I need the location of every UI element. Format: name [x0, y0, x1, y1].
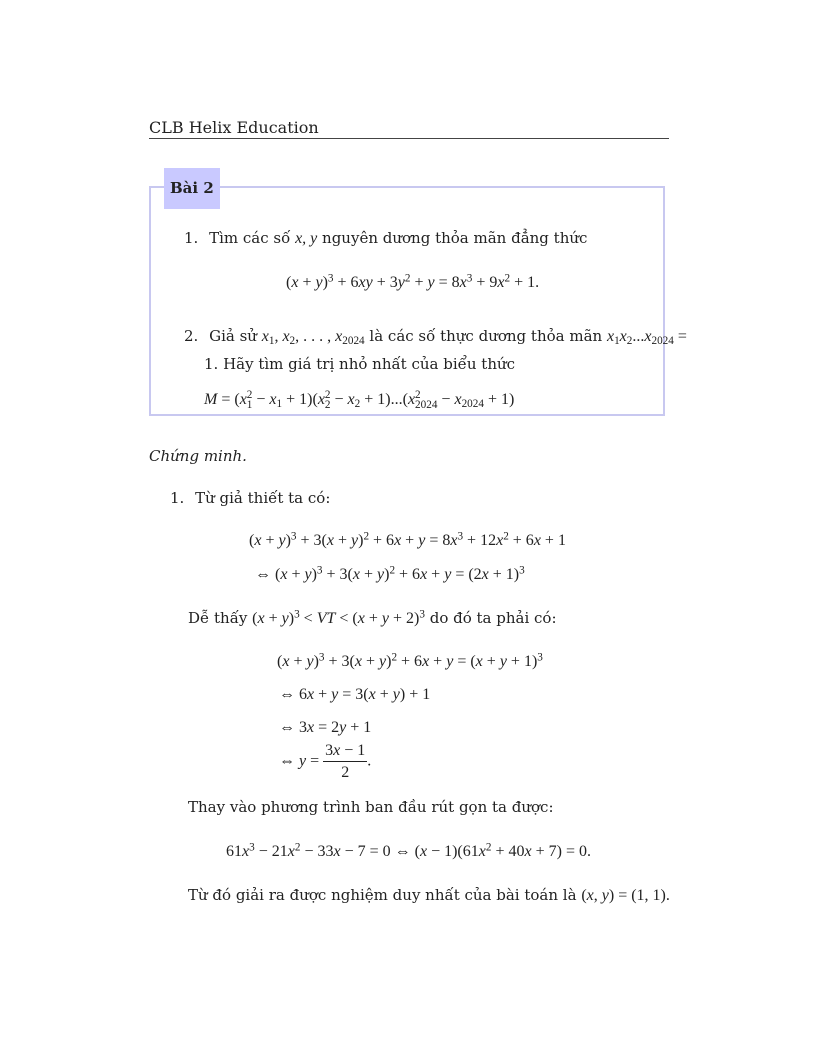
item-text-a: Giả sử — [209, 327, 257, 345]
item-number: 1. — [184, 229, 199, 247]
proof-item-1 — [170, 489, 330, 507]
problem-expression: M = (x 2 1 − $x_1 + 1)(x$ 2 2 − $x_2 + 1)...(x$ 2 2024 − $x_{2024} + 1$) — [204, 389, 515, 412]
problem-item-2-line2: 1. Hãy tìm giá trị nhỏ nhất của biểu thức — [204, 355, 516, 373]
proof-equation-1: $(x + y)^3 + 3(x + y)^2 + 6x + y = 8x^3 + 12x^2 + 6x + 1$ — [249, 530, 566, 549]
item-text-b: là các số thực dương thỏa mãn — [369, 327, 603, 345]
conclusion-text: Từ đó giải ra được nghiệm duy nhất của bài toán là — [188, 886, 577, 904]
proof-observation: Dễ thấy $(x + y)^3$ < VT < $(x + y + 2)^3$ do đó ta phải có: — [188, 608, 557, 627]
item-number: 2. — [184, 327, 199, 345]
problem-item-2: 2. Giả sử $x_1$, $x_2$, . . . , $x_{2024}$ là các số thực dương thỏa mãn $x_1x_2...x_{2024}$ = — [184, 327, 687, 347]
item-text-after: nguyên dương thỏa mãn đẳng thức — [322, 229, 588, 247]
proof-equation-6: ⇔ y = $\frac{3x - 1}{2}$ . — [279, 742, 372, 781]
problem-tag: Bài 2 — [164, 168, 220, 209]
proof-equation-2: ⇔ $(x + y)^3 + 3(x + y)^2 + 6x + y = (2x + 1)^3$ — [255, 564, 525, 583]
proof-equation-7: $61x^3 - 21x^2 - 33x - 7 = 0$ ⇔ $(x - 1)(61x^2 + 40x + 7) = 0$. — [226, 841, 591, 860]
proof-equation-5: ⇔ 3x = 2y + 1 — [279, 719, 372, 736]
observation-text-a: Dễ thấy — [188, 609, 248, 627]
proof-label: Chứng minh. — [149, 447, 247, 465]
problem-box — [149, 186, 665, 416]
observation-text-b: do đó ta phải có: — [429, 609, 557, 627]
item-number: 1. — [170, 489, 185, 507]
header-rule — [149, 138, 669, 139]
item-vars: x, y — [295, 230, 318, 247]
proof-intro: Từ giả thiết ta có: — [195, 489, 331, 507]
problem-equation-1: $(x + y)^3 + 6xy + 3y^2 + y = 8x^3 + 9x^2 + 1$. — [286, 272, 540, 291]
proof-equation-3: $(x + y)^3 + 3(x + y)^2 + 6x + y = (x + y + 1)^3$ — [277, 651, 543, 670]
fraction: $\frac{3x - 1}{2}$ — [325, 742, 366, 781]
item-text: Tìm các số — [209, 229, 291, 247]
proof-substitute: Thay vào phương trình ban đầu rút gọn ta được: — [188, 798, 554, 816]
problem-item-1 — [184, 229, 587, 248]
proof-conclusion: Từ đó giải ra được nghiệm duy nhất của bài toán là (x, y) = (1, 1). — [188, 886, 670, 904]
page-header: CLB Helix Education — [149, 118, 319, 137]
proof-equation-4: ⇔ 6x + y = 3(x + y) + 1 — [279, 686, 431, 703]
